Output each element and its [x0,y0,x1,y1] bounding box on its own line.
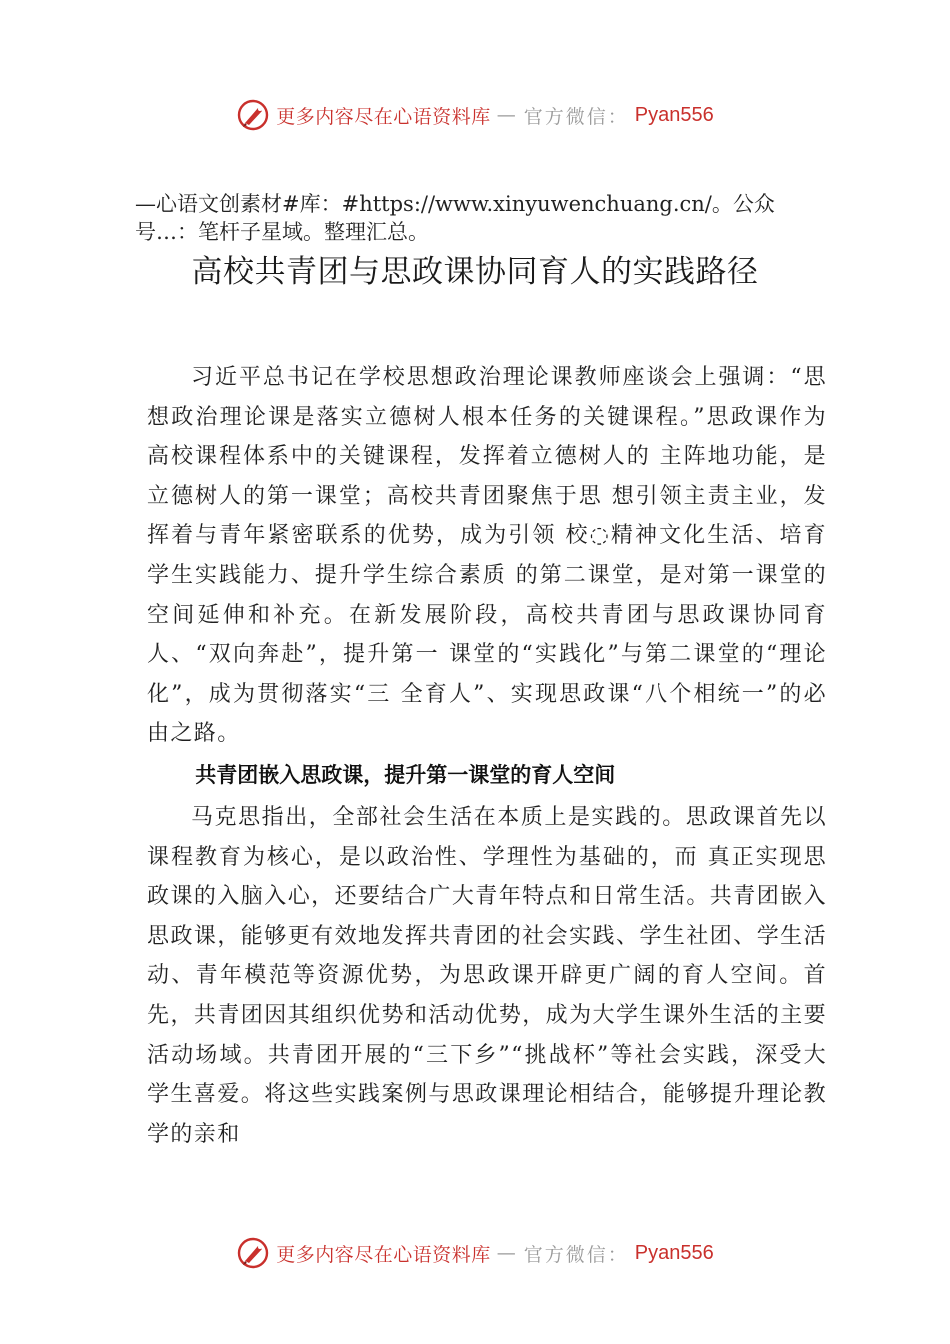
banner-wechat-label: 官方微信： [523,1243,629,1266]
banner-account: Pyan556 [634,103,714,126]
source-line: —心语文创素材#库：#https://www.xinyuwenchuang.cn/。公众号…：笔杆子星域。整理汇总。 [135,192,775,244]
banner-text: 更多内容尽在心语资料库 [276,1243,491,1266]
section-paragraph: 马克思指出，全部社会生活在本质上是实践的。思政课首先以课程教育为核心，是以政治性、学理性为基础的，而 真正实现思政课的入脑入心，还要结合广大青年特点和日常生活。共青团嵌入思政课，能够更有效地发挥共青团的社会实践、学生社团、学生活动、青年模范等资源优势，为思政课开辟更广阔的育人空间。首先，共青团因其组织优势和活动优势，成为大学生课外生活的主要活动场域。共青团开展的“三下乡”“挑战杯”等社会实践，深受大学生喜爱。将这些实践案例与思政课理论相结合，能够提升理论教学的亲和 [147,804,827,1147]
pen-logo-icon [236,1236,270,1270]
banner-text: 更多内容尽在心语资料库 [276,105,491,128]
section-heading: 共青团嵌入思政课，提升第一课堂的育人空间 [195,762,616,787]
header-banner [0,95,950,135]
banner-wechat-label: 官方微信： [523,105,629,128]
footer-banner [0,1233,950,1273]
banner-account: Pyan556 [634,1241,714,1264]
document-title: 高校共青团与思政课协同育人的实践路径 [191,254,759,290]
intro-paragraph: 习近平总书记在学校思想政治理论课教师座谈会上强调：“思想政治理论课是落实立德树人根本任务的关键课程。”思政课作为高校课程体系中的关键课程，发挥着立德树人的 主阵地功能，是立德树人的第一课堂；高校共青团聚焦于思 想引领主责主业，发挥着与青年紧密联系的优势，成为引领 校◌精神文化生活、培育学生实践能力、提升学生综合素质 的第二课堂，是对第一课堂的空间延伸和补充。在新发展阶段，高校共青团与思政课协同育人、“双向奔赴”，提升第一 课堂的“实践化”与第二课堂的“理论化”，成为贯彻落实“三 全育人”、实现思政课“八个相统一”的必由之路。 [147,365,827,747]
document-body [147,358,827,1154]
banner-dash: — [496,104,518,126]
pen-logo-icon [236,98,270,132]
banner-dash: — [496,1242,518,1264]
